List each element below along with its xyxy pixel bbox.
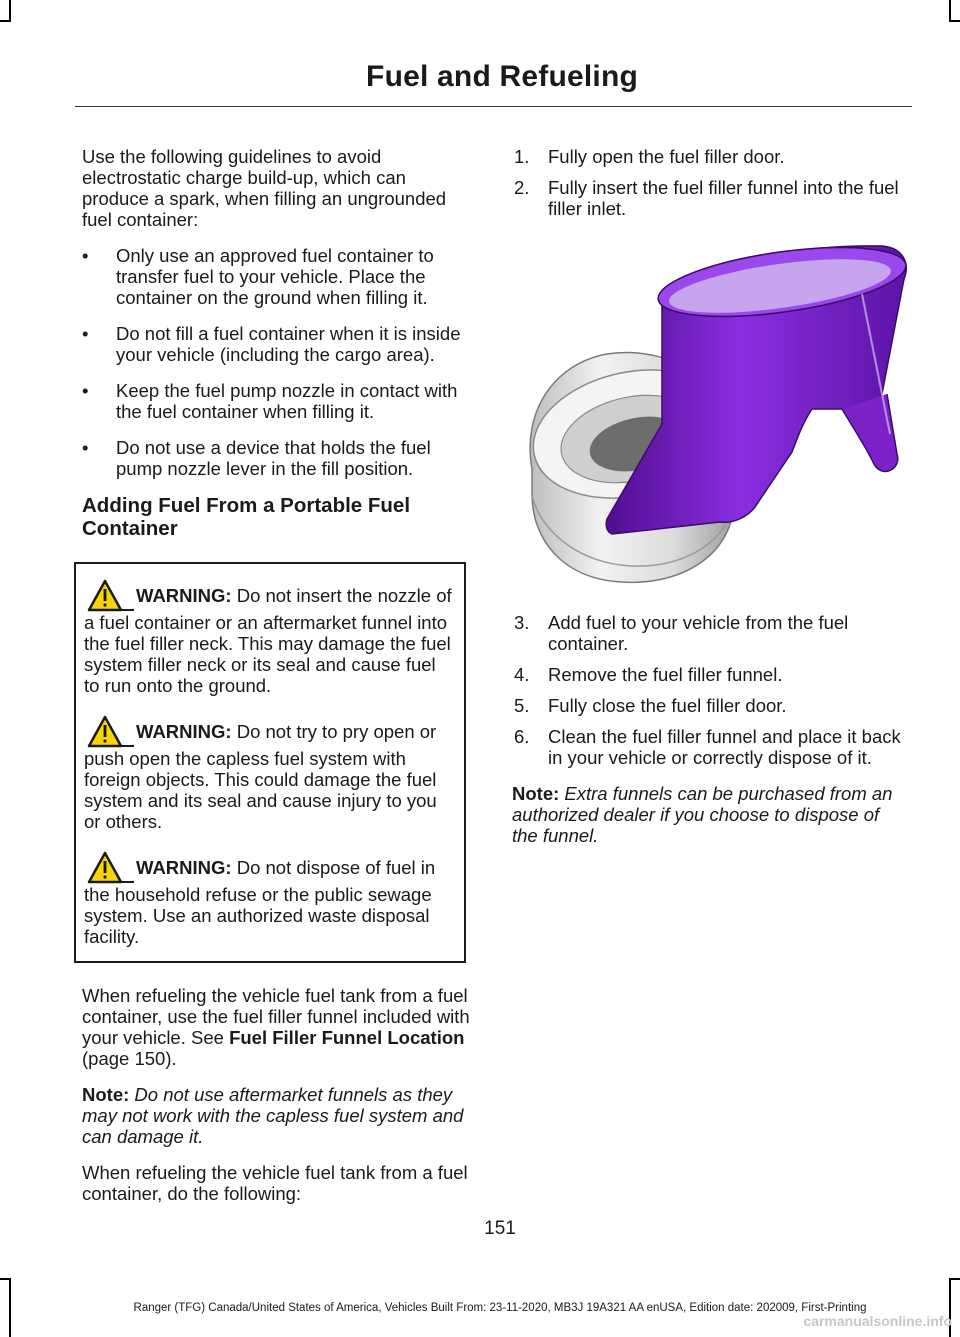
crop-mark [949,1278,960,1280]
list-item: • Do not use a device that holds the fuel pump nozzle lever in the fill position. [82,437,431,479]
crop-mark [9,0,11,22]
list-item: • Keep the fuel pump nozzle in contact with the fuel container when filling it. [82,380,458,422]
step-number: 2. [514,177,530,198]
list-item: • Do not fill a fuel container when it is inside your vehicle (including the cargo area). [82,323,461,365]
page-title: Fuel and Refueling [366,60,638,93]
warning-label: WARNING: [136,857,232,878]
title-rule [75,106,912,107]
left-column [82,146,474,1219]
warning-triangle-icon [86,714,136,748]
list-item: 1. Fully open the fuel filler door. [514,146,785,167]
warning-label: WARNING: [136,585,232,606]
page-number: 151 [484,1218,516,1239]
warning-text: Do not dispose of fuel in the household refuse or the public sewage system. Use an authorized waste disposal facility. [84,857,436,947]
steps-list-second [512,612,907,768]
bullet-icon: • [82,323,89,344]
funnel-paragraph: When refueling the vehicle fuel tank from a fuel container, use the fuel filler funnel included with your vehicle. See Fuel Filler Funnel Location (page 150). [82,985,470,1069]
step-number: 3. [514,612,530,633]
funnel-illustration [512,234,907,584]
procedure-intro: When refueling the vehicle fuel tank from a fuel container, do the following: [82,1162,468,1204]
note-paragraph: Note: Do not use aftermarket funnels as they may not work with the capless fuel system and can damage it. [82,1084,464,1147]
warning-box [74,562,466,963]
intro-paragraph: Use the following guidelines to avoid electrostatic charge build-up, which can produce a spark, when filling an ungrounded fuel container: [82,146,447,230]
section-heading: Adding Fuel From a Portable Fuel Container [82,494,411,540]
step-number: 4. [514,664,530,685]
step-number: 6. [514,726,530,747]
crop-mark [949,0,951,22]
list-item: 3. Add fuel to your vehicle from the fuel container. [514,612,849,654]
warning-label: WARNING: [136,721,232,742]
note-label: Note: [512,783,560,804]
warning-item [84,714,456,832]
watermark: carmanualsonline.info [803,1313,952,1329]
bullet-icon: • [82,437,89,458]
crop-mark [0,20,11,22]
list-item: 6. Clean the fuel filler funnel and place it back in your vehicle or correctly dispose of it. [514,726,901,768]
bullet-icon: • [82,380,89,401]
warning-triangle-icon [86,850,136,884]
guidelines-list [82,245,474,479]
list-item: 5. Fully close the fuel filler door. [514,695,787,716]
list-item: • Only use an approved fuel container to transfer fuel to your vehicle. Place the container on the ground when filling it. [82,245,434,308]
crop-mark [949,20,960,22]
warning-item [84,850,456,947]
step-number: 5. [514,695,530,716]
list-item: 4. Remove the fuel filler funnel. [514,664,783,685]
warning-triangle-icon [86,578,136,612]
cross-reference-link[interactable]: Fuel Filler Funnel Location [229,1027,465,1048]
warning-text: Do not insert the nozzle of a fuel container or an aftermarket funnel into the fuel filler neck. This may damage the fuel system filler neck or its seal and cause fuel to run onto the ground. [84,585,452,696]
bullet-icon: • [82,245,89,266]
warning-text: Do not try to pry open or push open the capless fuel system with foreign objects. This could damage the fuel system and its seal and cause injury to you or others. [84,721,437,832]
step-number: 1. [514,146,530,167]
note-paragraph: Note: Extra funnels can be purchased from an authorized dealer if you choose to dispose of the funnel. [512,783,893,846]
footer-text: Ranger (TFG) Canada/United States of America, Vehicles Built From: 23-11-2020, MB3J 19A321 AA enUSA, Edition date: 202009, First-Printing [133,1302,867,1314]
right-column [512,146,907,861]
warning-item [84,578,456,696]
steps-list-first [512,146,907,219]
crop-mark [0,1278,11,1280]
note-label: Note: [82,1084,130,1105]
list-item: 2. Fully insert the fuel filler funnel into the fuel filler inlet. [514,177,899,219]
